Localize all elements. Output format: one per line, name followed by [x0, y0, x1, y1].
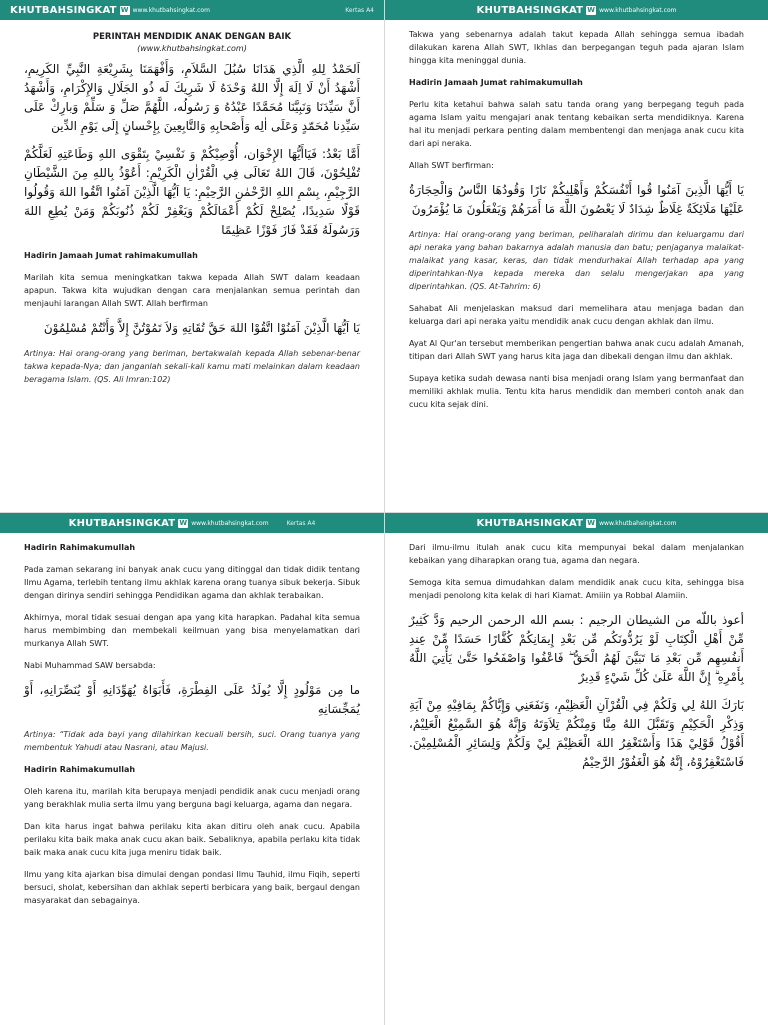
page-header	[0, 0, 384, 20]
arabic-verse: أعوذ باللّه من الشيطان الرجيم : بسم الله الرحمن الرحيم وَدَّ كَثِيرٌ مِّنْ أَهْلِ الْكِتَابِ لَوْ يَرُدُّونَكُم مِّن بَعْدِ إِيمَانِكُمْ كُفَّارًا حَسَدًا مِّنْ عِندِ أَنفُسِهِم مِّن بَعْدِ مَا تَبَيَّنَ لَهُمُ الْحَقُّ ۖ فَاعْفُوا وَاصْفَحُوا حَتَّىٰ يَأْتِيَ اللَّهُ بِأَمْرِهِ ۗ إِنَّ اللَّهَ عَلَىٰ كُلِّ شَيْءٍ قَدِيرٌ	[409, 613, 744, 684]
paragraph: Ilmu yang kita ajarkan bisa dimulai dengan pondasi Ilmu Tauhid, ilmu Fiqih, seperti bersuci, sholat, kebersihan dan akhlak seperti berbicara yang baik, bergaul dengan masyarakat dan sebagainya.	[24, 870, 360, 905]
paragraph: Allah SWT berfirman:	[409, 161, 494, 170]
paragraph: Takwa yang sebenarnya adalah takut kepada Allah sehingga semua ibadah dilakukan karena Allah SWT, Ikhlas dan berpegangan teguh pada ajaran Islam hingga kita meninggal dunia.	[409, 30, 744, 65]
page-3	[0, 512, 384, 1025]
page-2	[384, 0, 768, 512]
page-header	[0, 513, 384, 533]
page-1	[0, 0, 384, 512]
paragraph: Perlu kita ketahui bahwa salah satu tanda orang yang berpegang teguh pada agama Islam yaitu mengajari anak tentang kebaikan serta mendidiknya. Karena hal itu menjadi perkara penting dalam membentengi dan menjaga anak cucu kita dari api neraka.	[409, 100, 744, 148]
paragraph: Marilah kita semua meningkatkan takwa kepada Allah SWT dalam keadaan apapun. Takwa kita wujudkan dengan cara menjalankan semua perintah dan menjauhi larangan Allah SWT. Allah berfirman	[24, 273, 360, 308]
paragraph: Ayat Al Qur'an tersebut memberikan pengertian bahwa anak cucu adalah Amanah, titipan dari Allah SWT yang harus kita jaga dan dibekali dengan ilmu dan akhlak.	[409, 339, 744, 361]
web-icon: W	[587, 518, 595, 527]
arabic-hadith: ما مِن مَوْلُودٍ إِلَّا يُولَدُ عَلَى الفِطْرَةِ، فَأَبَوَاهُ يُهَوِّدَانِهِ أَوْ يُنَصِّرَانِهِ، أَوْ يُمَجِّسَانِهِ	[24, 683, 360, 716]
site-logo: KHUTBAHSINGKAT	[10, 4, 117, 16]
paragraph: Semoga kita semua dimudahkan dalam mendidik anak cucu kita, sehingga bisa menjadi penolong kita kelak di hari Kiamat. Amiiin ya Robbal Alamiin.	[409, 578, 744, 600]
translation-ref: (QS. Ali Imran:102)	[93, 375, 171, 384]
paragraph: Dari ilmu-ilmu itulah anak cucu kita mempunyai bekal dalam menjalankan kebaikan yang diharapkan orang tua, agama dan negara.	[409, 543, 744, 565]
translation	[24, 347, 360, 386]
section-heading: Hadirin Jamaah Jumat rahimakumullah	[409, 78, 583, 87]
site-logo: KHUTBAHSINGKAT	[476, 4, 584, 16]
paragraph: Oleh karena itu, marilah kita berupaya menjadi pendidik anak cucu menjadi orang yang berakhlak mulia serta ilmu yang berguna bagi keluarga, agama dan negara.	[24, 787, 360, 809]
page-4	[384, 512, 768, 1025]
page-title: PERINTAH MENDIDIK ANAK DENGAN BAIK	[92, 32, 292, 42]
web-icon: W	[587, 5, 595, 14]
page-subtitle: (www.khutbahsingkat.com)	[137, 44, 247, 53]
page-header	[385, 513, 768, 533]
web-icon: W	[120, 5, 129, 14]
translation-ref: (QS. At-Tahrim: 6)	[469, 282, 541, 291]
paper-size-label: Kertas A4	[286, 519, 316, 527]
translation: Artinya: “Tidak ada bayi yang dilahirkan kecuali bersih, suci. Orang tuanya yang membentuk Yahudi atau Nasrani, atau Majusi.	[24, 730, 360, 752]
paragraph: Sahabat Ali menjelaskan maksud dari memelihara atau menjaga badan dan keluarga dari api neraka yaitu mendidik anak cucu dengan akhlak dan ilmu.	[409, 304, 744, 326]
site-url: www.khutbahsingkat.com	[599, 6, 677, 14]
site-url: www.khutbahsingkat.com	[191, 519, 269, 527]
paragraph: Pada zaman sekarang ini banyak anak cucu yang ditinggal dan tidak didik tentang Ilmu Agama, terlebih tentang ilmu akhlak karena orang tuanya sibuk bekerja. Sibuk dengan dirinya sendiri sehingga Pendidikan agama dan akhlak terabaikan.	[24, 565, 360, 600]
paragraph: Dan kita harus ingat bahwa perilaku kita akan ditiru oleh anak cucu. Apabila perilaku kita baik maka anak cucu akan baik. Sebaliknya, apabila perlaku kita tidak baik maka anak cucu kita juga meniru tidak baik.	[24, 822, 360, 857]
paragraph: Akhirnya, moral tidak sesuai dengan apa yang kita harapkan. Padahal kita semua harus membimbing dan membekali keilmuan yang bisa menyelamatkan dari murkanya Allah SWT.	[24, 613, 360, 648]
site-url: www.khutbahsingkat.com	[599, 519, 677, 527]
arabic-opening: اَلحَمْدُ لِلهِ الَّذِي هَدَانَا سُبُلَ السَّلاَمِ، وَأَفْهَمَنَا بِشَرِيْعَةِ النَّبِيِّ الكَرِيمِ، أَشْهَدُ أَنْ لَا اِلَهَ إِلَّا اللهُ وَحْدَهُ لَا شَرِيكَ لَه ذُو الجَلَالِ وَالإِكْرَامِ، وَأَشْهَدُ أَنَّ سَيِّدَنَا وَنَبِيَّنَا مُحَمَّدًا عَبْدُهُ وَ رَسُولُه، اللَّهُمَّ صَلِّ وَ سَلِّمْ وَبارِكْ عَلَى سَيِّدِنا مُحَمّدٍ وَعَلَى اٰلِه وَأَصْحابِهِ وَالتَّابِعِينَ بِإِحْسانٍ إِلَى يَوْمِ الدِّين	[24, 62, 360, 133]
section-heading: Hadirin Rahimakumullah	[24, 543, 136, 552]
section-heading: Hadirin Jamaah Jumat rahimakumullah	[24, 251, 198, 260]
site-logo: KHUTBAHSINGKAT	[476, 517, 584, 529]
paper-size-label: Kertas A4	[345, 6, 374, 14]
site-url: www.khutbahsingkat.com	[132, 6, 210, 14]
section-heading: Hadirin Rahimakumullah	[24, 765, 136, 774]
translation	[409, 228, 744, 293]
paragraph: Supaya ketika sudah dewasa nanti bisa menjadi orang Islam yang bermanfaat dan memiliki akhlak mulia. Tentu kita harus mendidik dan memberi contoh anak dan cucu kita sejak dini.	[409, 374, 744, 409]
page-header	[385, 0, 768, 20]
arabic-amma-badu: أَمَّا بَعْدُ: فَيَاأَيُّهَا الإِخْوَان، أُوْصِيْكُمْ وَ نَفْسِيْ بِتَقْوَى اللهِ وَطَاعَتِهِ لَعَلَّكُمْ تُفْلِحُوْنَ، قَالَ اللهُ تَعَالَى فِي الْقُرْاٰنِ الْكَرِيْمِ: أَعُوْذُ بِاللهِ مِنَ الشَّيْطَانِ الرَّجِيْمِ، بِسْمِ اللهِ الرَّحْمٰنِ الرَّحِيْمِ: يَا اَيُّهَا الَّذِيْنَ آمَنُوا اتَّقُوا اللهَ وَقُولُوا قَوْلًا سَدِيدًا، يُصْلِحْ لَكُمْ أَعْمَالَكُمْ وَيَغْفِرْ لَكُمْ ذُنُوبَكُمْ وَمَنْ يُطِعِ اللهَ وَرَسُولَهُ فَقَدْ فَازَ فَوْزًا عَظِيمًا	[24, 147, 360, 237]
paragraph: Nabi Muhammad SAW bersabda:	[24, 661, 156, 670]
arabic-verse: يَا أَيُّهَا الَّذِينَ آمَنُوا قُوا أَنْفُسَكُمْ وَأَهْلِيكُمْ نَارًا وَقُودُهَا النَّاسُ وَالْحِجَارَةُ عَلَيْهَا مَلَائِكَةٌ غِلَاظٌ شِدَادٌ لَا يَعْصُونَ اللَّهَ مَا أَمَرَهُمْ وَيَفْعَلُونَ مَا يُؤْمَرُونَ	[409, 183, 744, 216]
arabic-verse: يَا اَيُّهَا الَّذِيْنَ آمَنُوْا اتَّقُوْا اللهَ حَقَّ تُقَاتِهِ وَلاَ تَمُوْتُنَّ إِلاَّ وَأَنْتُمْ مُسْلِمُوْنَ	[43, 321, 360, 335]
web-icon: W	[179, 518, 188, 527]
site-logo: KHUTBAHSINGKAT	[68, 517, 176, 529]
translation-text: Artinya: Hai orang-orang yang beriman, peliharalah dirimu dan keluargamu dari api neraka yang bahan bakarnya adalah manusia dan batu; penjaganya malaikat-malaikat yang kasar, keras, dan tidak mendurhakai Allah terhadap apa yang diperintahkan-Nya kepada mereka dan selalu mengerjakan apa yang diperintahkan.	[409, 230, 744, 291]
translation-text: Artinya: Hai orang-orang yang beriman, bertakwalah kepada Allah sebenar-benar takwa kepada-Nya; dan janganlah sekali-kali kamu mati melainkan dalam keadaan beragama Islam.	[24, 349, 360, 384]
arabic-closing-prayer: بَارَكَ اللهُ لِي وَلَكُمْ فِي الْقُرْآنِ الْعَظِيْمِ، وَنَفَعَنِي وَإِيَّاكُمْ بِمَافِيْهِ مِنْ آيَةِ وَذِكْرِ الْحَكِيْمِ وَتَقَبَّلَ اللهُ مِنَّا وَمِنْكُمْ تِلاَوَتَهُ وَإِنَّهُ هُوَ السَّمِيْعُ الْعَلِيْمُ، أَقُوْلُ قَوْلِيْ هَذَا وَأَسْتَغْفِرُ اللهَ الْعَظِيْمَ لِيْ وَلَكُمْ وَلِسَائِرِ الْمُسْلِمِيْنَ. فَاسْتَغْفِرُوْهُ، إِنَّهُ هُوَ الْغَفُوْرُ الرَّحِيْمُ	[409, 698, 744, 769]
